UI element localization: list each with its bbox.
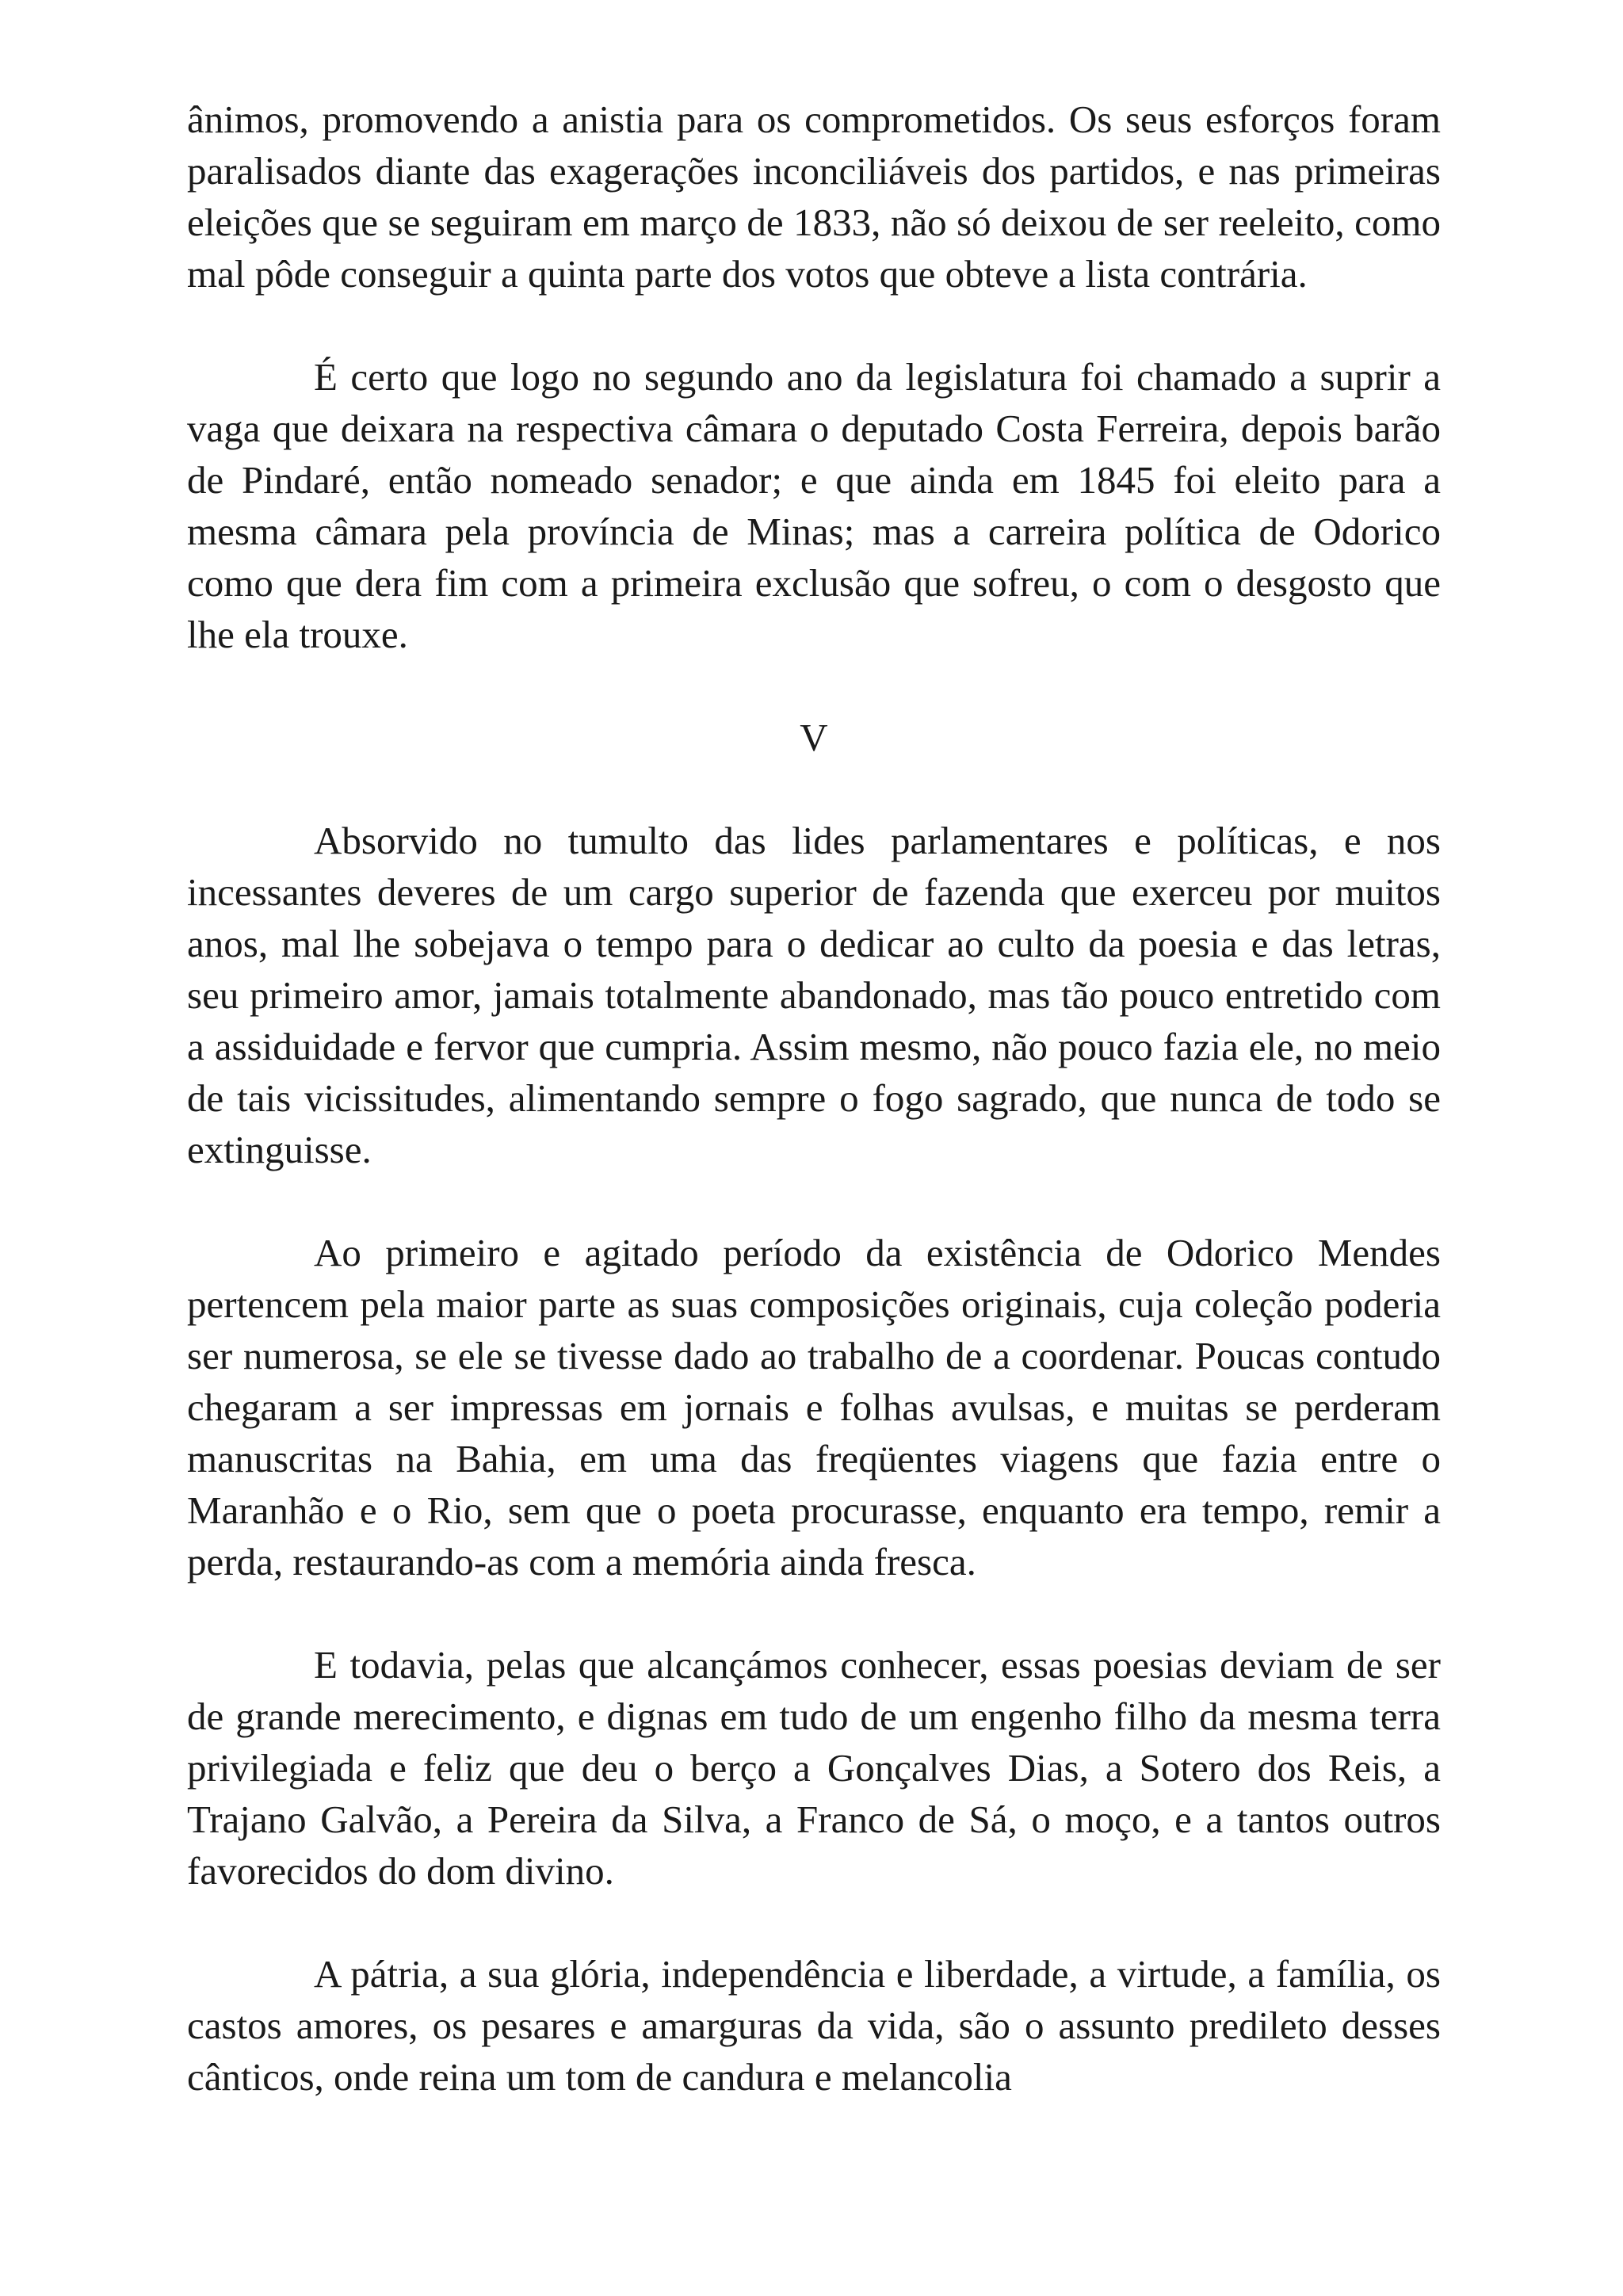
paragraph-1: ânimos, promovendo a anistia para os comprometidos. Os seus esforços foram paralisados diante das exagerações inconciliáveis dos partidos, e nas primeiras eleições que se seguiram em março de 1833, não só deixou de ser reeleito, como mal pôde conseguir a quinta parte dos votos que obteve a lista contrária. <box>187 97 1441 296</box>
paragraph-4: Ao primeiro e agitado período da existência de Odorico Mendes pertencem pela maior parte as suas composições originais, cuja coleção poderia ser numerosa, se ele se tivesse dado ao trabalho de a coordenar. Poucas contudo chegaram a ser impressas em jornais e folhas avulsas, e muitas se perderam manuscritas na Bahia, em uma das freqüentes viagens que fazia entre o Maranhão e o Rio, sem que o poeta procurasse, enquanto era tempo, remir a perda, restaurando-as com a memória ainda fresca. <box>187 1231 1441 1584</box>
section-heading: V <box>800 716 828 759</box>
paragraph-6: A pátria, a sua glória, independência e liberdade, a virtude, a família, os castos amores, os pesares e amarguras da vida, são o assunto predileto desses cânticos, onde reina um tom de candura e melancolia <box>187 1952 1441 2099</box>
paragraph-3: Absorvido no tumulto das lides parlamentares e políticas, e nos incessantes deveres de um cargo superior de fazenda que exerceu por muitos anos, mal lhe sobejava o tempo para o dedicar ao culto da poesia e das letras, seu primeiro amor, jamais totalmente abandonado, mas tão pouco entretido com a assiduidade e fervor que cumpria. Assim mesmo, não pouco fazia ele, no meio de tais vicissitudes, alimentando sempre o fogo sagrado, que nunca de todo se extinguisse. <box>187 819 1441 1171</box>
paragraph-2: É certo que logo no segundo ano da legislatura foi chamado a suprir a vaga que deixara na respectiva câmara o deputado Costa Ferreira, depois barão de Pindaré, então nomeado senador; e que ainda em 1845 foi eleito para a mesma câmara pela província de Minas; mas a carreira política de Odorico como que dera fim com a primeira exclusão que sofreu, o com o desgosto que lhe ela trouxe. <box>187 355 1441 656</box>
paragraph-5: E todavia, pelas que alcançámos conhecer, essas poesias deviam de ser de grande merecimento, e dignas em tudo de um engenho filho da mesma terra privilegiada e feliz que deu o berço a Gonçalves Dias, a Sotero dos Reis, a Trajano Galvão, a Pereira da Silva, a Franco de Sá, o moço, e a tantos outros favorecidos do dom divino. <box>187 1643 1441 1893</box>
body-text <box>187 94 1441 2103</box>
